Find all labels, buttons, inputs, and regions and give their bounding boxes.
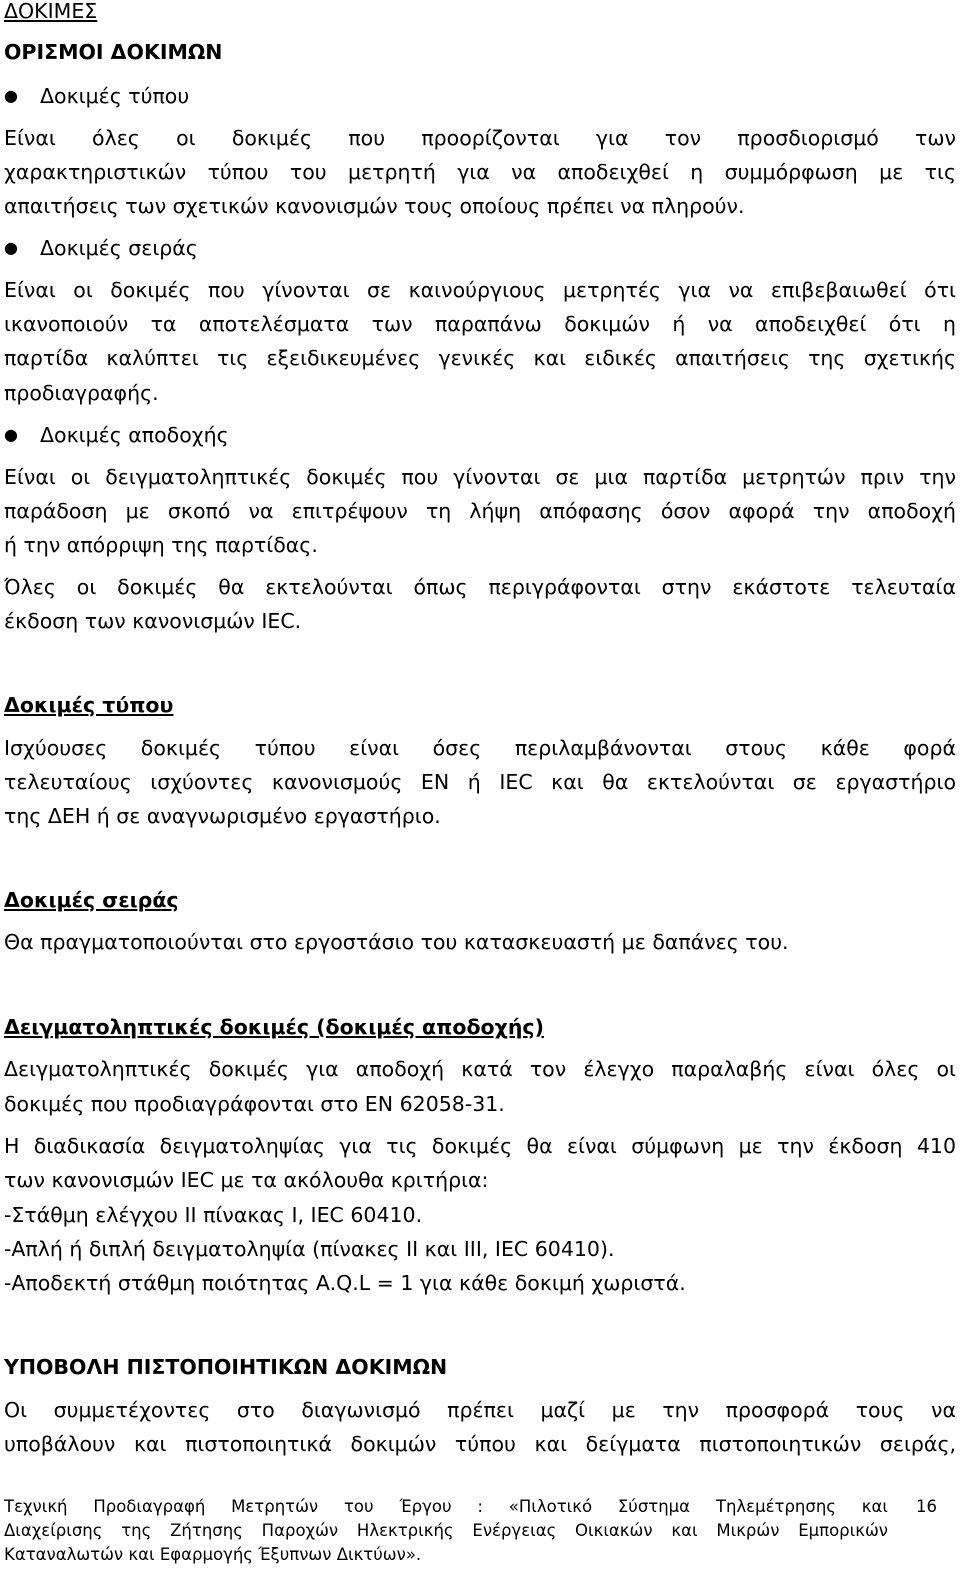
paragraph-line: Είναι όλες οι δοκιμές που προορίζονται για τον προσδιορισμό των: [4, 126, 956, 150]
paragraph-line: δοκιμές που προδιαγράφονται στο EN 62058-31.: [4, 1092, 505, 1116]
paragraph-line: τελευταίους ισχύοντες κανονισμούς EN ή IEC και θα εκτελούνται σε εργαστήριο: [4, 770, 956, 794]
paragraph-line: απαιτήσεις των σχετικών κανονισμών τους οποίους πρέπει να πληρούν.: [4, 194, 745, 218]
heading-type-tests: Δοκιμές τύπου: [4, 693, 174, 717]
paragraph-line: υποβάλουν και πιστοποιητικά δοκιμών τύπου και δείγματα πιστοποιητικών σειράς,: [4, 1432, 956, 1456]
paragraph-line: των κανονισμών IEC με τα ακόλουθα κριτήρια:: [4, 1168, 489, 1192]
bullet-icon: ●: [4, 238, 18, 257]
paragraph-line: έκδοση των κανονισμών IEC.: [4, 609, 302, 633]
paragraph-line: Δειγματοληπτικές δοκιμές για αποδοχή κατά τον έλεγχο παραλαβής είναι όλες οι: [4, 1057, 956, 1081]
paragraph-line: παράδοση με σκοπό να επιτρέψουν τη λήψη απόφασης όσον αφορά την αποδοχή: [4, 499, 956, 523]
bullet-icon: ●: [4, 86, 18, 105]
paragraph-line: προδιαγραφής.: [4, 381, 159, 405]
footer-line: Διαχείρισης της Ζήτησης Παροχών Ηλεκτρικής Ενέργειας Οικιακών και Μικρών Εμπορικών: [4, 1521, 888, 1540]
paragraph-line: Όλες οι δοκιμές θα εκτελούνται όπως περιγράφονται στην εκάστοτε τελευταία: [4, 575, 956, 599]
paragraph-line: Ισχύουσες δοκιμές τύπου είναι όσες περιλαμβάνονται στους κάθε φορά: [4, 736, 956, 760]
paragraph-line: Θα πραγματοποιούνται στο εργοστάσιο του κατασκευαστή με δαπάνες του.: [4, 930, 789, 954]
paragraph-line: Η διαδικασία δειγματοληψίας για τις δοκιμές θα είναι σύμφωνη με την έκδοση 410: [4, 1134, 956, 1158]
paragraph-line: Οι συμμετέχοντες στο διαγωνισμό πρέπει μαζί με την προσφορά τους να: [4, 1398, 956, 1422]
page-number: 16: [916, 1497, 937, 1516]
criteria-item: -Αποδεκτή στάθμη ποιότητας A.Q.L = 1 για κάθε δοκιμή χωριστά.: [4, 1271, 686, 1295]
bullet-icon: ●: [4, 425, 18, 444]
bullet-heading-type-tests: Δοκιμές τύπου: [40, 84, 190, 108]
paragraph-line: ή την απόρριψη της παρτίδας.: [4, 533, 318, 557]
section-title: ΟΡΙΣΜΟΙ ΔΟΚΙΜΩΝ: [4, 40, 223, 64]
bullet-heading-routine-tests: Δοκιμές σειράς: [40, 236, 198, 260]
bullet-heading-acceptance-tests: Δοκιμές αποδοχής: [40, 423, 229, 447]
paragraph-line: χαρακτηριστικών τύπου του μετρητή για να αποδειχθεί η συμμόρφωση με τις: [4, 160, 956, 184]
footer-line: Καταναλωτών και Εφαρμογής Έξυπνων Δικτύων».: [4, 1545, 422, 1564]
criteria-item: -Απλή ή διπλή δειγματοληψία (πίνακες II και III, IEC 60410).: [4, 1237, 615, 1261]
criteria-item: -Στάθμη ελέγχου II πίνακας I, IEC 60410.: [4, 1203, 423, 1227]
paragraph-line: Είναι οι δειγματοληπτικές δοκιμές που γίνονται σε μια παρτίδα μετρητών πριν την: [4, 465, 956, 489]
heading-sampling-tests: Δειγματοληπτικές δοκιμές (δοκιμές αποδοχής): [4, 1015, 544, 1039]
paragraph-line: παρτίδα καλύπτει τις εξειδικευμένες γενικές και ειδικές απαιτήσεις της σχετικής: [4, 346, 956, 370]
paragraph-line: ικανοποιούν τα αποτελέσματα των παραπάνω δοκιμών ή να αποδειχθεί ότι η: [4, 312, 956, 336]
footer-line: Τεχνική Προδιαγραφή Μετρητών του Έργου : «Πιλοτικό Σύστημα Τηλεμέτρησης και: [4, 1497, 888, 1516]
paragraph-line: της ΔΕΗ ή σε αναγνωρισμένο εργαστήριο.: [4, 804, 441, 828]
heading-routine-tests: Δοκιμές σειράς: [4, 888, 179, 912]
section-link-dokimes[interactable]: ΔΟΚΙΜΕΣ: [4, 0, 98, 23]
heading-certificates: ΥΠΟΒΟΛΗ ΠΙΣΤΟΠΟΙΗΤΙΚΩΝ ΔΟΚΙΜΩΝ: [4, 1355, 448, 1379]
paragraph-line: Είναι οι δοκιμές που γίνονται σε καινούργιους μετρητές για να επιβεβαιωθεί ότι: [4, 278, 956, 302]
